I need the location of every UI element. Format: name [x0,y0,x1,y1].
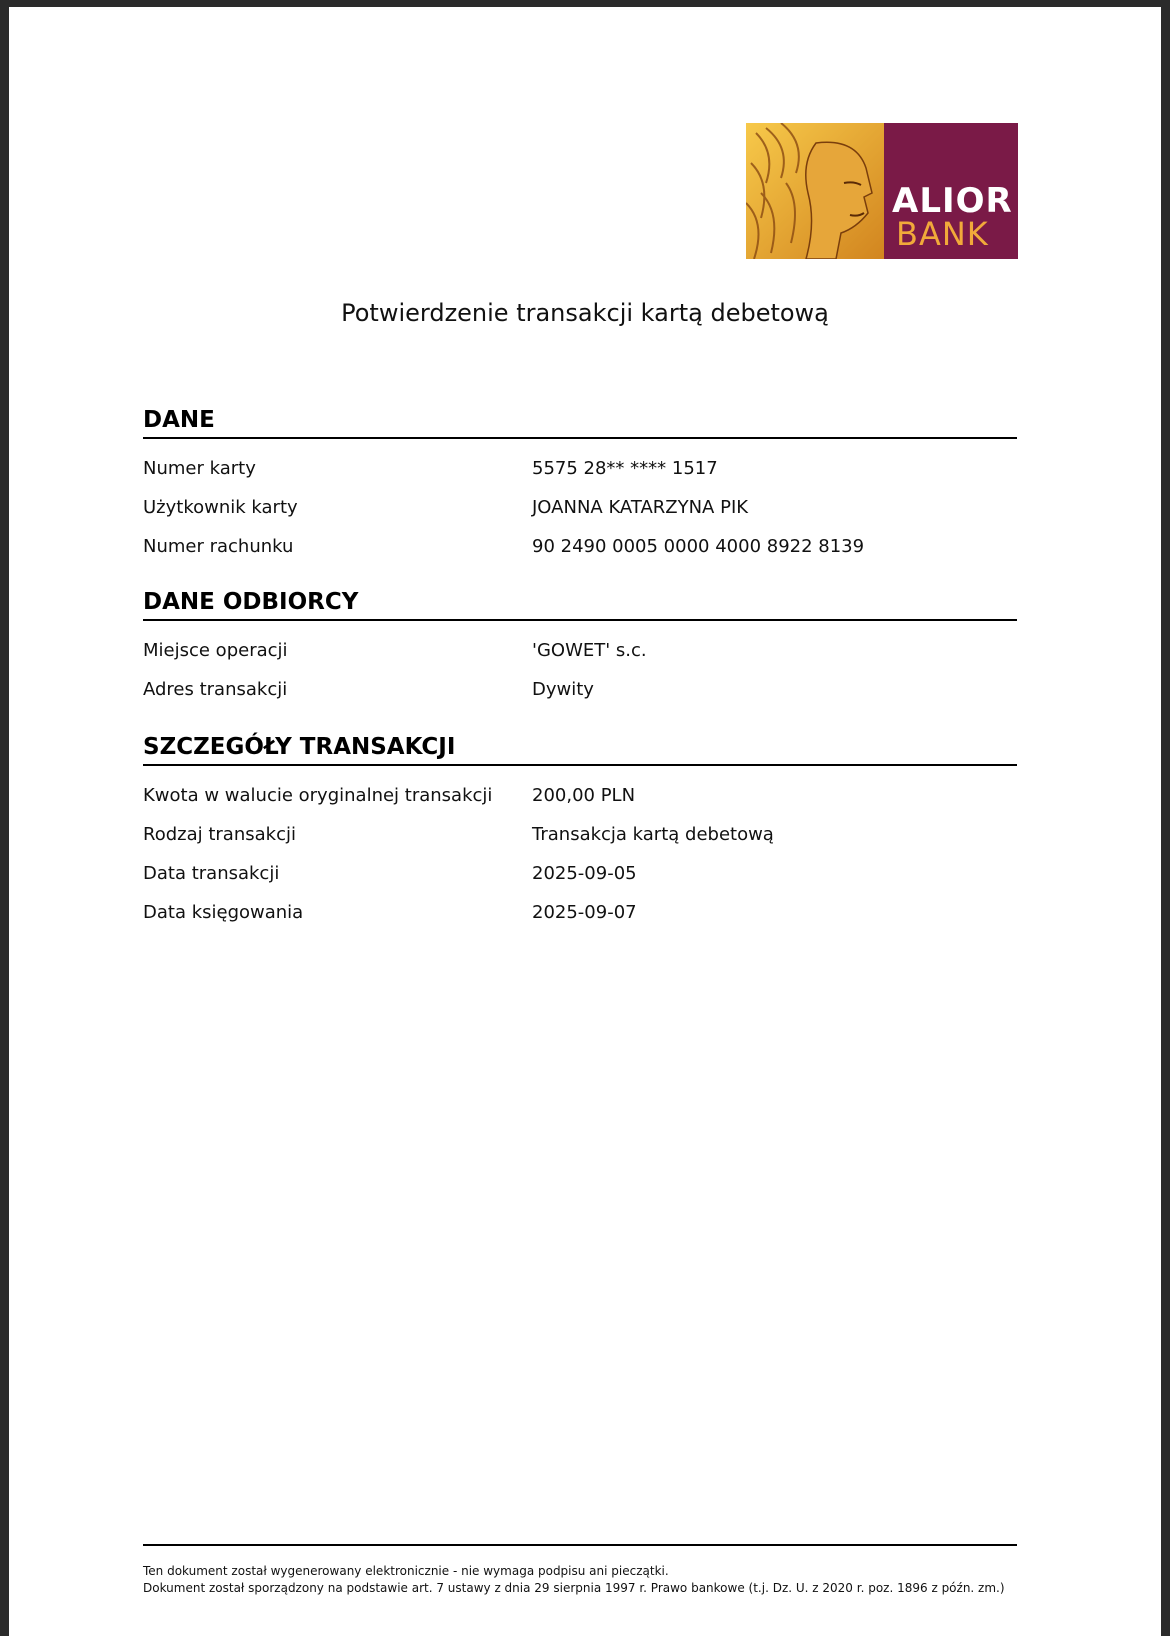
section-rows-szczegoly [143,766,1017,932]
row-booking-date [143,893,1017,932]
row-transaction-type [143,815,1017,854]
row-value: JOANNA KATARZYNA PIK [532,497,749,518]
row-value: 200,00 PLN [532,785,636,806]
section-szczegoly [143,732,1017,932]
logo-text-bank: BANK [896,215,989,253]
row-account-number [143,527,1017,566]
footer-line-2: Dokument został sporządzony na podstawie art. 7 ustawy z dnia 29 sierpnia 1997 r. Prawo bankowe (t.j. Dz. U. z 2020 r. poz. 1896 z późn. zm.) [143,1581,1005,1595]
row-label: Data transakcji [143,863,280,884]
document-page [9,7,1161,1636]
row-value: 2025-09-05 [532,863,637,884]
row-label: Data księgowania [143,902,304,923]
row-value: 'GOWET' s.c. [532,640,647,661]
row-card-user [143,488,1017,527]
row-transaction-date [143,854,1017,893]
document-title: Potwierdzenie transakcji kartą debetową [341,299,829,327]
section-heading-odbiorcy: DANE ODBIORCY [143,587,1017,621]
row-value: 90 2490 0005 0000 4000 8922 8139 [532,536,865,557]
row-value: Dywity [532,679,594,700]
row-card-number [143,449,1017,488]
section-heading-dane: DANE [143,405,1017,439]
row-label: Miejsce operacji [143,640,288,661]
logo-text-alior: ALIOR [892,181,1013,221]
row-value: Transakcja kartą debetową [532,824,774,845]
row-label: Numer rachunku [143,536,294,557]
row-label: Numer karty [143,458,256,479]
footer-line-1: Ten dokument został wygenerowany elektronicznie - nie wymaga podpisu ani pieczątki. [143,1564,669,1578]
section-heading-szczegoly: SZCZEGÓŁY TRANSAKCJI [143,732,1017,766]
section-dane [143,405,1017,566]
row-amount [143,776,1017,815]
row-label: Rodzaj transakcji [143,824,296,845]
footer-divider [143,1544,1017,1546]
section-dane-odbiorcy [143,587,1017,709]
row-transaction-address [143,670,1017,709]
section-rows-dane [143,439,1017,566]
row-value: 2025-09-07 [532,902,637,923]
footer-note [143,1563,1005,1597]
row-label: Kwota w walucie oryginalnej transakcji [143,785,493,806]
alior-bank-logo [746,123,1018,259]
row-label: Użytkownik karty [143,497,298,518]
row-value: 5575 28** **** 1517 [532,458,718,479]
logo-head-illustration [746,123,884,259]
row-label: Adres transakcji [143,679,288,700]
section-rows-odbiorcy [143,621,1017,709]
row-operation-place [143,631,1017,670]
logo-brand-panel [884,123,1018,259]
